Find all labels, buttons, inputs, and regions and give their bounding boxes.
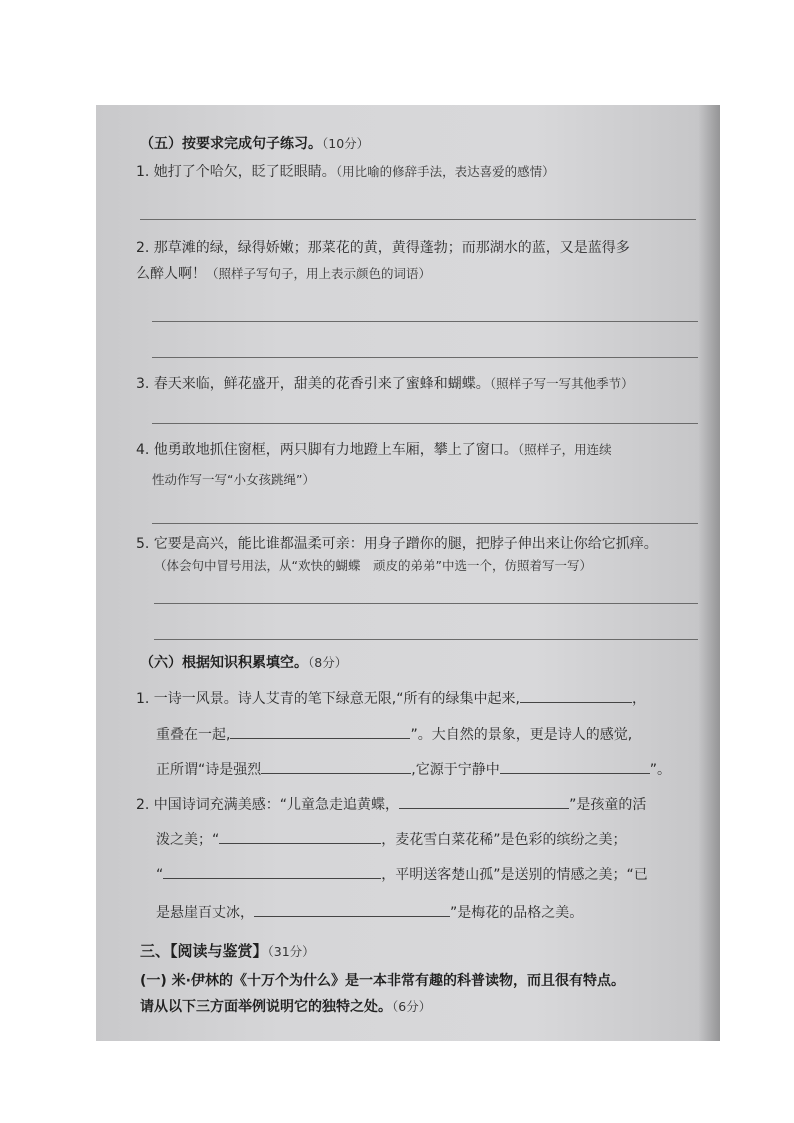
s5-q3-note: （照样子写一写其他季节）	[489, 376, 634, 391]
s6-q2-text-a-end: ”是孩童的活	[569, 797, 647, 813]
section6-title-text: （六）根据知识积累填空。	[140, 655, 308, 671]
s5-q3-text: 3. 春天来临，鲜花盛开，甜美的花香引来了蜜蜂和蝴蝶。	[136, 376, 490, 392]
s6-q2-text-b-end: ，麦花雪白菜花稀”是色彩的缤纷之美；	[381, 832, 627, 848]
s6-q1-text-a: 1. 一诗一风景。诗人艾青的笔下绿意无限,“所有的绿集中起来,	[136, 691, 520, 707]
s5-q5-note: （体会句中冒号用法，从“欢快的蝴蝶 顽皮的弟弟”中选一个，仿照着写一写）	[154, 558, 592, 573]
s5-q2-line2	[136, 265, 431, 283]
s5-q2-answer-line-1[interactable]	[152, 321, 698, 322]
s6-q1-text-c: 正所谓“诗是强烈	[156, 762, 262, 778]
s6-q1-blank-4[interactable]	[500, 759, 650, 774]
s5-q2-answer-line-2[interactable]	[152, 357, 698, 358]
s5-q5-answer-line-1[interactable]	[154, 603, 698, 604]
page-edge-shadow	[698, 105, 720, 1041]
part3-q1-score: （6分）	[392, 999, 432, 1014]
s5-q3	[136, 375, 634, 393]
s6-q1-text-b-end: ”。大自然的景象，更是诗人的感觉,	[410, 727, 633, 743]
part3-title	[140, 942, 315, 961]
s5-q4-note-a: （照样子，用连续	[517, 442, 612, 457]
part3-q1-line2	[140, 998, 431, 1016]
s6-q1-blank-2[interactable]	[230, 724, 410, 739]
section6-score: （8分）	[308, 655, 348, 670]
s5-q2-line1: 2. 那草滩的绿，绿得娇嫩；那菜花的黄，黄得蓬勃；而那湖水的蓝，又是蓝得多	[136, 240, 630, 256]
part3-title-text: 三、【阅读与鉴赏】	[140, 942, 268, 960]
s5-q1	[136, 163, 555, 181]
s6-q2-blank-2[interactable]	[219, 829, 381, 844]
part3-q1-text-b: 请从以下三方面举例说明它的独特之处。	[140, 999, 392, 1015]
s5-q4-text: 4. 他勇敢地抓住窗框，两只脚有力地蹬上车厢，攀上了窗口。	[136, 442, 518, 458]
s6-q1-line2	[156, 724, 632, 744]
s6-q1-blank-3[interactable]	[261, 759, 411, 774]
section5-title	[140, 135, 369, 153]
s5-q1-note: （用比喻的修辞手法，表达喜爱的感情）	[335, 164, 555, 179]
s6-q1-line3	[156, 759, 671, 779]
s6-q1-text-c-end: ”。	[649, 762, 671, 778]
s6-q2-line1	[136, 794, 646, 814]
s5-q4-line2: 性动作写一写“小女孩跳绳”）	[152, 472, 315, 487]
s5-q1-text: 1. 她打了个哈欠，眨了眨眼睛。	[136, 164, 336, 180]
s6-q1-blank-1[interactable]	[520, 688, 632, 703]
s6-q2-blank-1[interactable]	[399, 794, 569, 809]
s6-q2-text-d: 是悬崖百丈冰，	[156, 905, 254, 921]
s6-q1-text-c-mid: ,它源于宁静中	[411, 762, 500, 778]
s5-q3-answer-line[interactable]	[152, 423, 698, 424]
s6-q2-text-c-end: ，平明送客楚山孤”是送别的情感之美；“已	[381, 867, 648, 883]
s5-q5-answer-line-2[interactable]	[154, 639, 698, 640]
section6-title	[140, 654, 347, 672]
s6-q1-text-a-end: ，	[631, 691, 646, 707]
s6-q2-line4	[156, 902, 583, 922]
s5-q1-answer-line[interactable]	[140, 219, 696, 220]
section5-score: （10分）	[322, 136, 370, 151]
s5-q2-text-b: 么醉人啊！	[136, 266, 206, 282]
part3-q1-line1: (一) 米·伊林的《十万个为什么》是一本非常有趣的科普读物，而且很有特点。	[140, 973, 625, 989]
s6-q1-text-b: 重叠在一起,	[156, 727, 231, 743]
s6-q2-line3	[156, 864, 648, 884]
part3-score: （31分）	[267, 944, 315, 959]
s6-q2-text-a: 2. 中国诗词充满美感：“儿童急走追黄蝶，	[136, 797, 400, 813]
s6-q2-text-d-end: ”是梅花的品格之美。	[450, 905, 584, 921]
section5-title-text: （五）按要求完成句子练习。	[140, 136, 322, 152]
s6-q2-line2	[156, 829, 627, 849]
s5-q4-answer-line[interactable]	[152, 523, 698, 524]
s6-q1-line1	[136, 688, 646, 708]
s6-q2-blank-3[interactable]	[163, 864, 381, 879]
s6-q2-blank-4[interactable]	[254, 902, 450, 917]
s5-q4-line1	[136, 441, 612, 459]
s6-q2-text-c: “	[156, 867, 164, 883]
s6-q2-text-b: 泼之美；“	[156, 832, 220, 848]
s5-q5-line1: 5. 它要是高兴，能比谁都温柔可亲：用身子蹭你的腿，把脖子伸出来让你给它抓痒。	[136, 536, 658, 552]
exam-paper	[96, 105, 720, 1041]
s5-q2-note: （照样子写句子，用上表示颜色的词语）	[206, 266, 432, 281]
